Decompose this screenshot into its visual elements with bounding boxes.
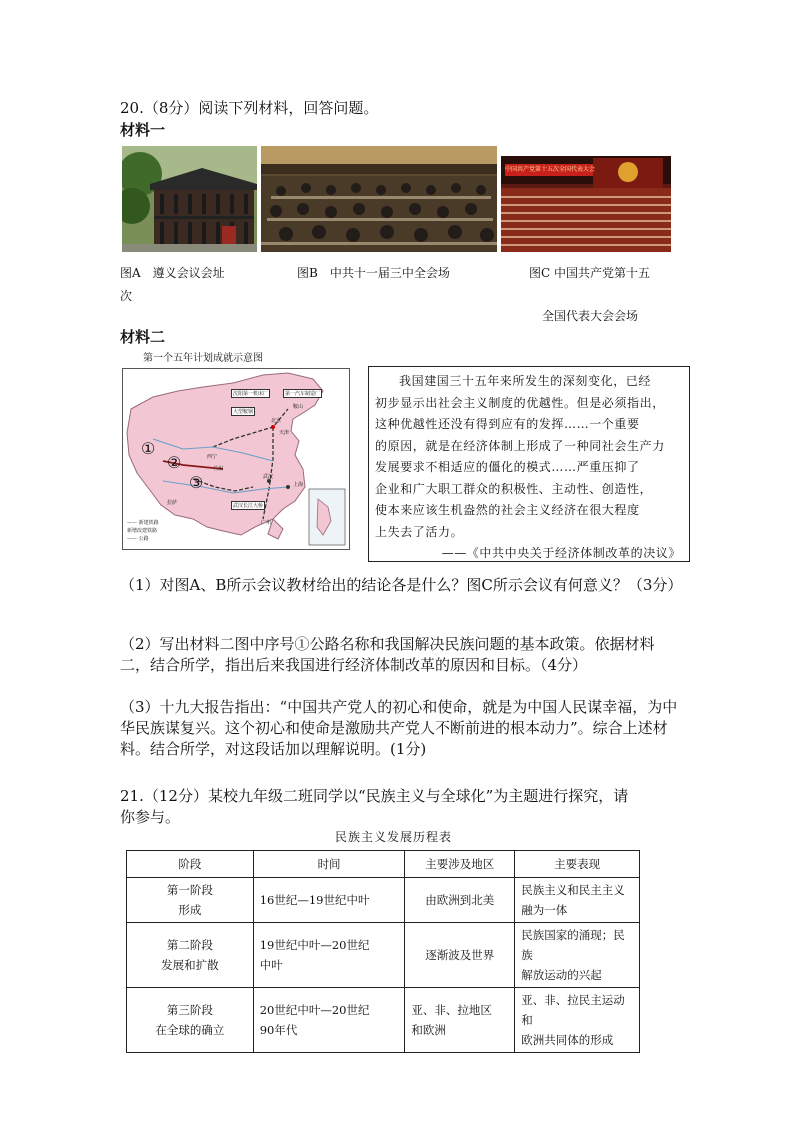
congress-banner-text: 中国共产党第十五次全国代表大会: [505, 166, 596, 173]
question-20-title: 20.（8分）阅读下列材料，回答问题。: [120, 99, 379, 117]
cell-stage: 第一阶段 形成: [127, 878, 254, 923]
map-label-faw: 第一汽车制造厂: [285, 391, 321, 397]
header-time: 时间: [253, 851, 405, 878]
map-label-tianjin: 天津: [279, 430, 290, 436]
table-row: [127, 923, 640, 988]
quote-line-6: 企业和广大职工群众的积极性、主动性、创造性，: [375, 481, 653, 496]
fifteenth-congress-photo: [501, 156, 671, 252]
map-label-bridge: 武汉长江大桥: [233, 503, 264, 509]
legend-new-railway: —— 新建铁路: [127, 520, 159, 526]
quote-body: [375, 371, 685, 565]
cell-manifestation: 民族国家的涌现；民族 解放运动的兴起: [515, 923, 640, 988]
quote-line-4: 的原因，就是在经济体制上形成了一种同社会生产力: [375, 438, 665, 453]
sub-question-1: （1）对图A、B所示会议教材给出的结论各是什么？图C所示会议有何意义？（3分）: [120, 576, 683, 594]
caption-c-line2: 全国代表大会会场: [542, 309, 639, 323]
map-label-xining: 西宁: [207, 454, 218, 460]
map-label-beijing: 北京: [271, 418, 282, 424]
question-21-title-line1: 21.（12分）某校九年级二班同学以“民族主义与全球化”为主题进行探究，请: [120, 787, 629, 805]
reform-decision-quote: [368, 366, 690, 562]
table-header-row: [127, 851, 640, 878]
table-title: 民族主义发展历程表: [335, 830, 453, 844]
table-row: [127, 878, 640, 923]
third-plenum-photo: [261, 146, 497, 252]
legend-rebuilt-railway: 新增改建铁路: [127, 528, 158, 534]
map-label-lanzhou: 兰州: [213, 466, 224, 472]
quote-line-8: 上失去了活力。: [375, 524, 464, 539]
map-label-guangzhou: 广州: [261, 520, 272, 526]
quote-source: ——《中共中央关于经济体制改革的决议》: [441, 546, 681, 560]
map-label-angang: 大型鞍钢: [233, 409, 254, 415]
map-label-wuhan: 武汉: [263, 474, 274, 480]
quote-line-1: 我国建国三十五年来所发生的深刻变化，已经: [399, 374, 652, 388]
map-legend: [127, 519, 159, 543]
quote-line-2: 初步显示出社会主义制度的优越性。但是必须指出，: [375, 395, 665, 410]
material-2-label: 材料二: [120, 328, 166, 346]
question-21-title-line2: 你参与。: [120, 808, 181, 826]
sub-question-2: （2）写出材料二图中序号①公路名称和我国解决民族问题的基本政策。依据材料二，结合所学，指出后来我国进行经济体制改革的原因和目标。（4分）: [120, 635, 655, 674]
cell-manifestation: 亚、非、拉民主运动和 欧洲共同体的形成: [515, 988, 640, 1053]
map-marker-3: ③: [189, 473, 204, 492]
cell-stage: 第三阶段 在全球的确立: [127, 988, 254, 1053]
five-year-plan-map: [122, 368, 350, 550]
caption-b: 图B 中共十一届三中全会场: [297, 266, 450, 280]
cell-region: 亚、非、拉地区 和欧洲: [405, 988, 515, 1053]
table-row: [127, 988, 640, 1053]
cell-manifestation: 民族主义和民主主义 融为一体: [515, 878, 640, 923]
caption-a: 图A 遵义会议会址: [120, 266, 225, 280]
caption-c: 图C 中国共产党第十五: [529, 266, 650, 280]
map-label-shenyang: 沈阳第一机床厂: [233, 391, 269, 397]
quote-line-3: 这种优越性还没有得到应有的发挥……一个重要: [375, 417, 640, 431]
legend-highway: —— 公路: [127, 536, 149, 542]
map-marker-2: ②: [167, 453, 182, 472]
map-label-lhasa: 拉萨: [167, 500, 178, 506]
map-marker-1: ①: [141, 439, 156, 458]
cell-region: 逐渐波及世界: [405, 923, 515, 988]
map-title: 第一个五年计划成就示意图: [143, 353, 263, 364]
cell-time: 20世纪中叶—20世纪 90年代: [253, 988, 405, 1053]
header-manifestation: 主要表现: [515, 851, 640, 878]
header-region: 主要涉及地区: [405, 851, 515, 878]
cell-region: 由欧洲到北美: [405, 878, 515, 923]
map-label-anshan: 鞍山: [293, 404, 304, 410]
caption-a-wrap: 次: [120, 289, 133, 303]
zunyi-meeting-site-photo: [122, 146, 257, 252]
cell-time: 16世纪—19世纪中叶: [253, 878, 405, 923]
sub-question-3: （3）十九大报告指出：“中国共产党人的初心和使命，就是为中国人民谋幸福，为中华民族谋复兴。这个初心和使命是激励共产党人不断前进的根本动力”。综合上述材料。结合所学，对这段话加以理解说明。(1分): [120, 698, 678, 758]
map-label-shanghai: 上海: [293, 482, 304, 488]
cell-stage: 第二阶段 发展和扩散: [127, 923, 254, 988]
quote-line-7: 使本来应该生机盎然的社会主义经济在很大程度: [375, 503, 640, 517]
header-stage: 阶段: [127, 851, 254, 878]
nationalism-development-table: [126, 850, 640, 1053]
cell-time: 19世纪中叶—20世纪 中叶: [253, 923, 405, 988]
quote-line-5: 发展要求不相适应的僵化的模式……严重压抑了: [375, 460, 640, 474]
material-1-label: 材料一: [120, 121, 166, 139]
